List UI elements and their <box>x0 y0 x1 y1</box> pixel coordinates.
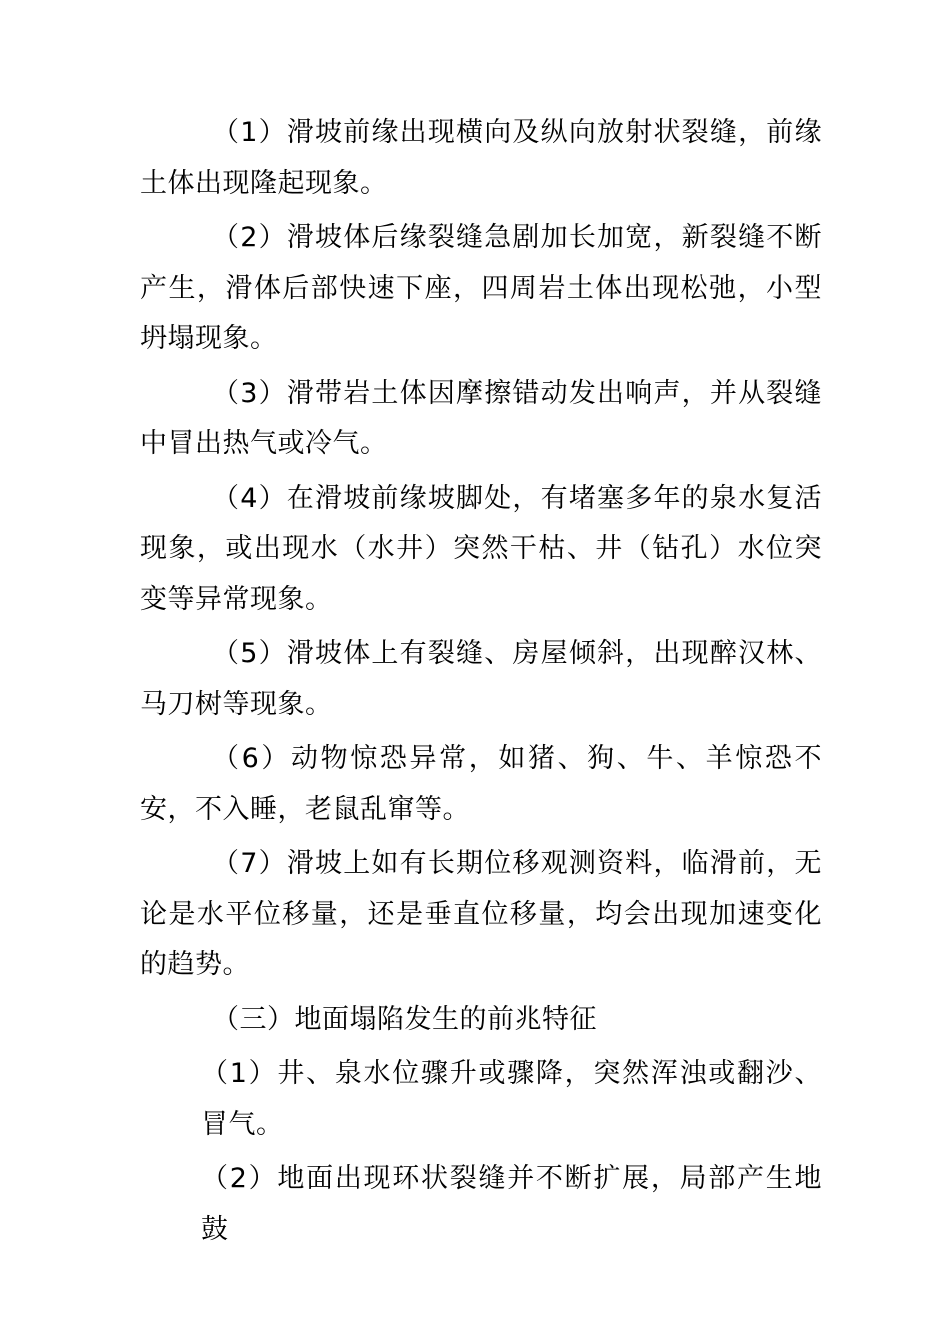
paragraph-landslide-sign-4: （4）在滑坡前缘坡脚处，有堵塞多年的泉水复活现象，或出现水（水井）突然干枯、井（钻孔）水位突变等异常现象。 <box>140 482 822 615</box>
paragraph-landslide-sign-7: （7）滑坡上如有长期位移观测资料，临滑前，无论是水平位移量，还是垂直位移量，均会出现加速变化的趋势。 <box>140 848 822 980</box>
section-heading-ground-collapse: （三）地面塌陷发生的前兆特征 <box>212 1003 597 1035</box>
paragraph-landslide-sign-2: （2）滑坡体后缘裂缝急剧加长加宽，新裂缝不断产生，滑体后部快速下座，四周岩土体出现松弛，小型坍塌现象。 <box>140 222 822 354</box>
document-body <box>140 108 822 1259</box>
paragraph-landslide-sign-1: （1）滑坡前缘出现横向及纵向放射状裂缝，前缘土体出现隆起现象。 <box>140 117 822 199</box>
paragraph-landslide-sign-5: （5）滑坡体上有裂缝、房屋倾斜，出现醉汉林、马刀树等现象。 <box>140 638 822 720</box>
paragraph-collapse-sign-1: （1）井、泉水位骤升或骤降，突然浑浊或翻沙、冒气。 <box>201 1058 822 1140</box>
paragraph-collapse-sign-2: （2）地面出现环状裂缝并不断扩展，局部产生地鼓 <box>201 1163 822 1245</box>
paragraph-landslide-sign-6: （6）动物惊恐异常，如猪、狗、牛、羊惊恐不安，不入睡，老鼠乱窜等。 <box>140 743 822 825</box>
paragraph-landslide-sign-3: （3）滑带岩土体因摩擦错动发出响声，并从裂缝中冒出热气或冷气。 <box>140 377 822 459</box>
